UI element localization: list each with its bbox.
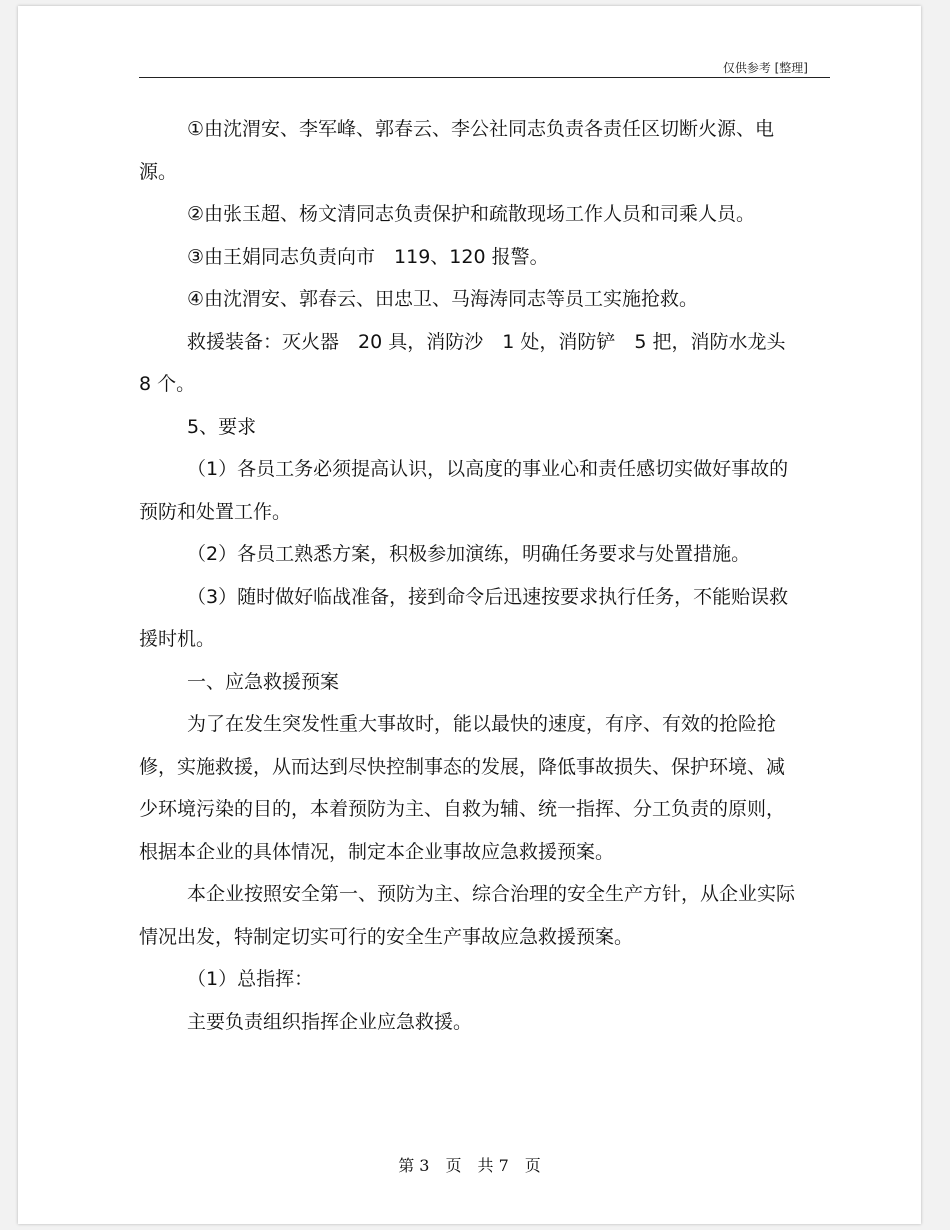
paragraph-equipment: 救援装备：灭火器 20 具，消防沙 1 处，消防铲 5 把，消防水龙头 8 个。 [139, 330, 786, 395]
document-body [139, 108, 799, 1043]
subheading-commander: （1）总指挥： [187, 968, 314, 990]
paragraph-plan-policy: 本企业按照安全第一、预防为主、综合治理的安全生产方针，从企业实际情况出发，特制定切实可行的安全生产事故应急救援预案。 [139, 883, 796, 948]
section-heading-requirements: 5、要求 [187, 415, 257, 438]
page-number-footer: 第 3 页 共 7 页 [398, 1156, 541, 1175]
section-heading-emergency-plan: 一、应急救援预案 [187, 670, 340, 693]
paragraph-task-2: ②由张玉超、杨文清同志负责保护和疏散现场工作人员和司乘人员。 [187, 203, 756, 225]
paragraph-task-4: ④由沈渭安、郭春云、田忠卫、马海涛同志等员工实施抢救。 [187, 288, 699, 310]
paragraph-requirement-2: （2）各员工熟悉方案，积极参加演练，明确任务要求与处置措施。 [187, 543, 751, 565]
document-page [18, 6, 921, 1224]
paragraph-plan-purpose: 为了在发生突发性重大事故时，能以最快的速度，有序、有效的抢险抢修，实施救援，从而达到尽快控制事态的发展，降低事故损失、保护环境、减少环境污染的目的，本着预防为主、自救为辅、统一指挥、分工负责的原则，根据本企业的具体情况，制定本企业事故应急救援预案。 [139, 713, 786, 863]
header-note: 仅供参考 [整理] [722, 61, 808, 75]
paragraph-task-1: ①由沈渭安、李军峰、郭春云、李公社同志负责各责任区切断火源、电源。 [139, 118, 775, 183]
header-divider [139, 77, 830, 78]
paragraph-requirement-1: （1）各员工务必须提高认识，以高度的事业心和责任感切实做好事故的预防和处置工作。 [139, 458, 789, 523]
paragraph-task-3: ③由王娟同志负责向市 119、120 报警。 [187, 245, 549, 268]
paragraph-commander-duty: 主要负责组织指挥企业应急救援。 [187, 1010, 473, 1033]
paragraph-requirement-3: （3）随时做好临战准备，接到命令后迅速按要求执行任务，不能贻误救援时机。 [139, 585, 789, 650]
